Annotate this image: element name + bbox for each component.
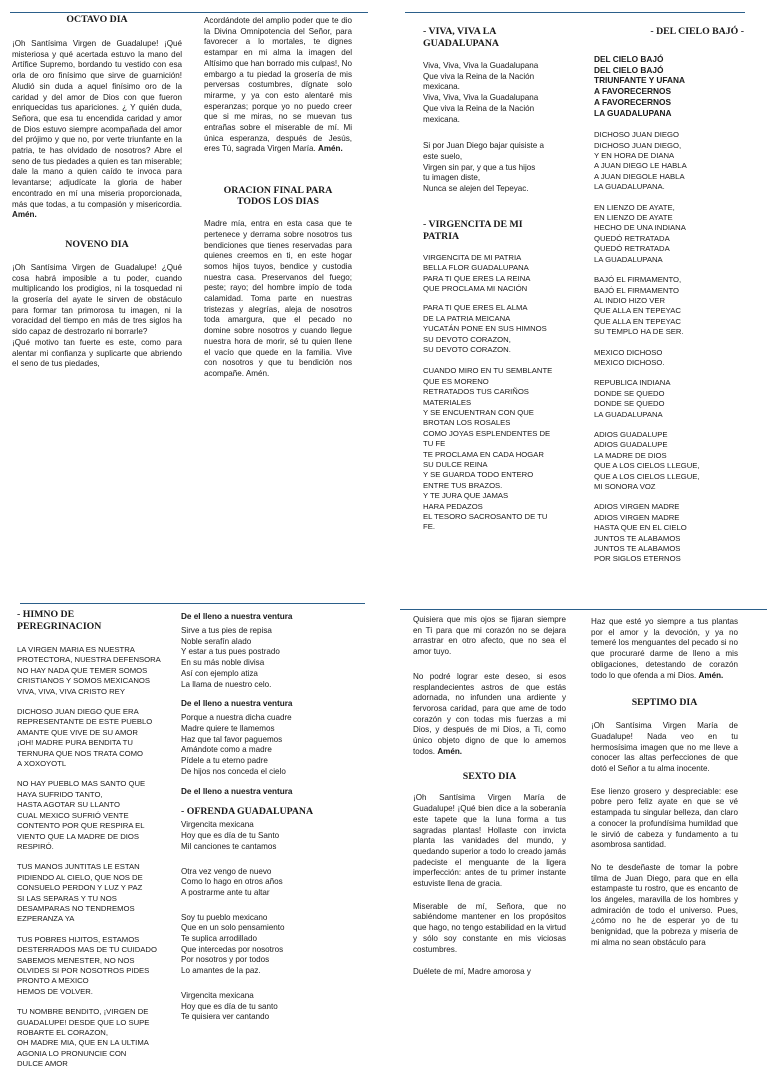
bottom-left-rule — [20, 603, 365, 604]
bottom-col-4 — [591, 617, 738, 1024]
viva-stanza-1: Viva, Viva, Viva la Guadalupana Que viva la Reina de la Nación mexicana. Viva, Viva, Viva la Guadalupana Que viva la Reina de la Nación mexicana. — [423, 61, 539, 124]
himno-stanza-5: TUS POBRES HIJITOS, ESTAMOS DESTERRADOS MAS DE TU CUIDADO SABEMOS MENESTER, NO NOS OLVIDES SI POR NOSOTROS PIDES PRONTO A MEXICO HEMOS DE VOLVER. — [17, 934, 157, 996]
septimo-dia-text-2: Ese lienzo grosero y despreciable: ese pobre pero feliz ayate en que se vé estampada tu singular belleza, dan claro a conocer la profundísima humildad que le sirvió de cabeza y fundamento a tu asombrosa santidad. — [591, 786, 738, 850]
del-cielo-stanza-5: REPUBLICA INDIANA DONDE SE QUEDO DONDE SE QUEDO LA GUADALUPANA — [594, 378, 671, 419]
lleno-stanza-2: Porque a nuestra dicha cuadre Madre quiere te llamemos Haz que tal favor paguemos Amándote como a madre Pídele a tu eterno padre De hijos nos conceda el cielo — [181, 713, 292, 776]
quinto-dia-continuation-2: No podré lograr este deseo, si esos resplandecientes astros de que estás adornada, no infunden una ardiente y fervorosa caridad, para que ame de todo corazón y con todas mis fuerzas a mi Dios, y después de mi Dios, a Ti, como único objeto digno de que lo amemos todos. Amén. — [413, 671, 566, 756]
top-right-rule — [405, 12, 745, 13]
sexto-amen: Amén. — [698, 670, 724, 680]
himno-peregrinacion-title: - HIMNO DE PEREGRINACION — [17, 609, 102, 632]
virgencita-stanza-3: CUANDO MIRO EN TU SEMBLANTE QUE ES MORENO RETRATADOS TUS CARIÑOS MATERIALES Y SE ENCUENTRAN CON QUE BROTAN LOS ROSALES COMO JOYAS ESPLENDENTES DE TU FE TE PROCLAMA EN CADA HOGAR SU DULCE REINA Y SE GUARDA TODO ENTERO ENTRE TUS BRAZOS. Y TE JURA QUE JAMAS HARA PEDAZOS EL TESORO SACROSANTO DE TU FE. — [423, 366, 553, 532]
viva-guadalupana-title: - VIVA, VIVA LA GUADALUPANA — [423, 26, 500, 49]
himno-stanza-6: TU NOMBRE BENDITO, ¡VIRGEN DE GUADALUPE! DESDE QUE LO SUPE ROBARTE EL CORAZON, OH MADRE MIA, QUE EN LA ULTIMA AGONIA LO PRONUNCIE CON DULCE AMOR — [17, 1007, 150, 1069]
ofrenda-stanza-4: Virgencita mexicana Hoy que es día de tu santo Te quisiera ver cantando — [181, 990, 278, 1022]
del-cielo-stanza-2: EN LIENZO DE AYATE, EN LIENZO DE AYATE HECHO DE UNA INDIANA QUEDÓ RETRATADA QUEDÓ RETRATADA LA GUADALUPANA — [594, 202, 686, 264]
ofrenda-stanza-2: Otra vez vengo de nuevo Como lo hago en otros años A postrarme ante tu altar — [181, 866, 283, 897]
bottom-col-1 — [17, 609, 179, 1069]
himno-stanza-1: LA VIRGEN MARIA ES NUESTRA PROTECTORA, NUESTRA DEFENSORA NO HAY NADA QUE TEMER SOMOS CRISTIANOS Y SOMOS MEXICANOS VIVA, VIVA, VIVA CRISTO REY — [17, 645, 161, 696]
del-cielo-stanza-1: DICHOSO JUAN DIEGO DICHOSO JUAN DIEGO, Y EN HORA DE DIANA A JUAN DIEGO LE HABLA A JUAN DIEGOLE HABLA LA GUADALUPANA. — [594, 130, 687, 192]
himno-stanza-2: DICHOSO JUAN DIEGO QUE ERA REPRESENTANTE DE ESTE PUEBLO AMANTE QUE VIVE DE SU AMOR ¡OH! MADRE PURA BENDITA TU TERNURA QUE NOS TRATA COMO A XOXOYOTL — [17, 707, 153, 769]
top-left-rule — [10, 12, 368, 13]
sexto-dia-title: SEXTO DIA — [462, 771, 517, 783]
ofrenda-stanza-3: Soy tu pueblo mexicano Que en un solo pensamiento Te suplica arrodillado Que intercedas por nosotros Por nosotros y por todos Lo amantes de la paz. — [181, 912, 285, 976]
top-col-1 — [12, 14, 182, 369]
sexto-dia-continuation: Haz que esté yo siempre a tus plantas por el amor y la devoción, y ya no temeré los menguantes del pecado si no que procuraré darme de lleno a mis obligaciones, detestando de corazón todo lo que ofenda a mi Dios. Amén. — [591, 617, 738, 680]
octavo-dia-title: OCTAVO DIA — [66, 14, 128, 25]
septimo-dia-text-3: No te desdeñaste de tomar la pobre tilma de Juan Diego, para que en ella estampaste tu rostro, que es encanto de los ángeles, maravilla de los hombres y admiración de todo el universo. Pues, ¿cómo no he de esperar yo de tu benignidad, que la pobreza y miseria de mi alma no sean obstáculo para — [591, 862, 738, 947]
virgencita-stanza-1: VIRGENCITA DE MI PATRIA BELLA FLOR GUADALUPANA PARA TI QUE ERES LA REINA QUE PROCLAMA MI NACIÓN — [423, 252, 531, 293]
bottom-col-2 — [181, 611, 351, 1024]
lleno-ventura-header-3: De el lleno a nuestra ventura — [181, 787, 293, 797]
octavo-dia-text: ¡Oh Santísima Virgen de Guadalupe! ¡Qué misteriosa y qué acertada estuvo la mano del Artífice Supremo, bordando tu vestido con esa orla de oro finísimo que sirve de guarnición! Aludió sin duda a aquel finísimo oro de la caridad y del amor de Dios con que fueron enriquecidas tus apariciones. ¿ Y quién duda, Señora, que esa tu encendida caridad y amor de Dios estuvo siempre acompañada del amor del prójimo y que no, por verte triunfante en la patria, te has olvidado de nosotros? Abre el seno de tus piedades a quien es tan miserable; dale la mano a quien caído te invoca para levantarse; adjudícate la gloria de haber encontrado en mí una miseria proporcionada, más que todas, a tu compasión y misericordia. Amén. — [12, 39, 182, 220]
oracion-final-text: Madre mía, entra en esta casa que te pertenece y derrama sobre nosotros tus bendiciones que tienes reservadas para quienes creemos en ti, en este hogar somos hijos tuyos, bendice y custodia nuestra casa. Preservanos del fuego; peste; rayo; del hombre impío de toda calamidad. Toma parte en nuestras tristezas y alegrías, aleja de nosotros toda amargura, que el pecado no domine sobre nosotros y cuando llegue nuestra hora de morir, sé tu quien llene el vacío que quede en la familia. Vive con nosotros y que tu bendición nos acompañe. Amén. — [204, 219, 352, 378]
himno-stanza-3: NO HAY PUEBLO MAS SANTO QUE HAYA SUFRIDO TANTO, HASTA AGOTAR SU LLANTO CUAL MEXICO SUFRIÓ VENTE CONTENTO POR QUE RESPIRA EL VIENTO QUE LA MADRE DE DIOS RESPIRÓ. — [17, 779, 146, 851]
novena-continuation-text: Acordándote del amplio poder que te dio la Divina Omnipotencia del Señor, para favorecer a lo mortales, te dignes estampar en mi alma la imagen del Altísimo que han borrado mis culpas!, No embargo a tu piedad la grosería de mis perversas costumbres, dígnate solo mirarme, y ya con esto alentaré mis esperanzas; porque yo no puedo creer que si me miras, no se muevan tus entrañas sobre el miserable de mí. Mi única esperanza, después de Jesús, eres Tú, sagrada Virgen María. Amén. — [204, 16, 353, 154]
virgencita-patria-title: - VIRGENCITA DE MI PATRIA — [423, 218, 523, 242]
lleno-stanza-1: Sirve a tus pies de repisa Noble serafín alado Y estar a tus pues postrado En su más noble divisa Así con ejemplo atiza La llama de nuestro celo. — [181, 626, 280, 689]
oracion-final-title: ORACION FINAL PARA TODOS LOS DIAS — [223, 185, 333, 208]
del-cielo-stanza-3: BAJÓ EL FIRMAMENTO, BAJÓ EL FIRMAMENTO AL INDIO HIZO VER QUE ALLA EN TEPEYAC QUE ALLA EN TEPEYAC SU TEMPLO HA DE SER. — [594, 275, 684, 337]
del-cielo-stanza-6: ADIOS GUADALUPE ADIOS GUADALUPE LA MADRE DE DIOS QUE A LOS CIELOS LLEGUE, QUE A LOS CIELOS LLEGUE, MI SONORA VOZ — [594, 429, 700, 491]
septimo-dia-title: SEPTIMO DIA — [631, 697, 698, 709]
sexto-dia-text-1: ¡Oh Santísima Virgen María de Guadalupe! ¡Qué bien dice a la soberanía este tapete que la luna forma a tus sagradas plantas! Hollaste con invicta planta las vanidades del mundo, y quedando superior a todo lo creado jamás padeciste el menguante de la ligera imperfección: antes de tu primer instante estuviste llena de gracia. — [413, 793, 566, 889]
lleno-ventura-header-1: De el lleno a nuestra ventura — [181, 612, 293, 621]
del-cielo-stanza-4: MEXICO DICHOSO MEXICO DICHOSO. — [594, 347, 665, 367]
sexto-dia-text-2: Miserable de mí, Señora, que no sabiéndome mantener en los propósitos que hago, no tengo estabilidad en la virtud y sólo soy constante en mis viciosas costumbres. — [413, 901, 566, 954]
sexto-dia-text-3: Duélete de mí, Madre amorosa y — [413, 967, 531, 977]
septimo-dia-text-1: ¡Oh Santísima Virgen María de Guadalupe! Nada veo en tu hermosísima imagen que no me lleve a conocer las altas perfecciones de que dotó el Señor a tu alma inocente. — [591, 721, 738, 774]
top-col-4 — [594, 26, 756, 574]
quinto-amen: Amén. — [437, 746, 463, 756]
top-col-3 — [423, 26, 578, 552]
ofrenda-guadalupana-title: - OFRENDA GUADALUPANA — [181, 806, 314, 818]
viva-stanza-2: Si por Juan Diego bajar quisiste a este suelo, Virgen sin par, y que a tus hijos tu imagen diste, Nunca se alejen del Tepeyac. — [423, 141, 545, 194]
ofrenda-stanza-1: Virgencita mexicana Hoy que es día de tu Santo Mil canciones te cantamos — [181, 820, 280, 851]
himno-stanza-4: TUS MANOS JUNTITAS LE ESTAN PIDIENDO AL CIELO, QUE NOS DE CONSUELO PERDON Y LUZ Y PAZ SI LAS SEPARAS Y TU NOS DESAMPARAS NO TENDREMOS EZPERANZA YA — [17, 862, 143, 924]
continuation-amen: Amén. — [317, 144, 343, 154]
bottom-right-rule — [400, 609, 767, 610]
del-cielo-stanza-7: ADIOS VIRGEN MADRE ADIOS VIRGEN MADRE HASTA QUE EN EL CIELO JUNTOS TE ALABAMOS JUNTOS TE ALABAMOS POR SIGLOS ETERNOS — [594, 502, 687, 564]
virgencita-stanza-2: PARA TI QUE ERES EL ALMA DE LA PATRIA MEICANA YUCATÁN PONE EN SUS HIMNOS SU DEVOTO CORAZON, SU DEVOTO CORAZON. — [423, 303, 547, 354]
noveno-dia-text-1: ¡Oh Santísima Virgen de Guadalupe! ¿Qué cosa habrá imposible a tu poder, cuando multiplicando los prodigios, ni la tosquedad ni la grosería del ayate le sirven de obstáculo para formar tan primorosa tu imagen, ni la voracidad del tiempo en más de tres siglos ha sido capaz de destrozarlo ni borrarle? — [12, 262, 182, 337]
lleno-ventura-header-2: De el lleno a nuestra ventura — [181, 699, 293, 709]
octavo-amen: Amén. — [12, 210, 37, 220]
quinto-dia-continuation-1: Quisiera que mis ojos se fijaran siempre en Ti para que mi corazón no se dejara arrastrar en otro afecto, que no sea el amor tuyo. — [413, 615, 566, 657]
noveno-dia-text-2: ¡Qué motivo tan fuerte es este, como para alentar mi confianza y suplicarte que abriendo el seno de tus piedades, — [12, 337, 182, 369]
del-cielo-bajo-title: - DEL CIELO BAJÓ - — [650, 26, 744, 37]
top-col-2 — [204, 16, 353, 378]
bottom-col-3 — [413, 615, 566, 1024]
del-cielo-chorus: DEL CIELO BAJÓ DEL CIELO BAJÓ TRIUNFANTE Y UFANA A FAVORECERNOS A FAVORECERNOS LA GUADALUPANA — [594, 54, 685, 118]
noveno-dia-title: NOVENO DIA — [65, 238, 129, 250]
